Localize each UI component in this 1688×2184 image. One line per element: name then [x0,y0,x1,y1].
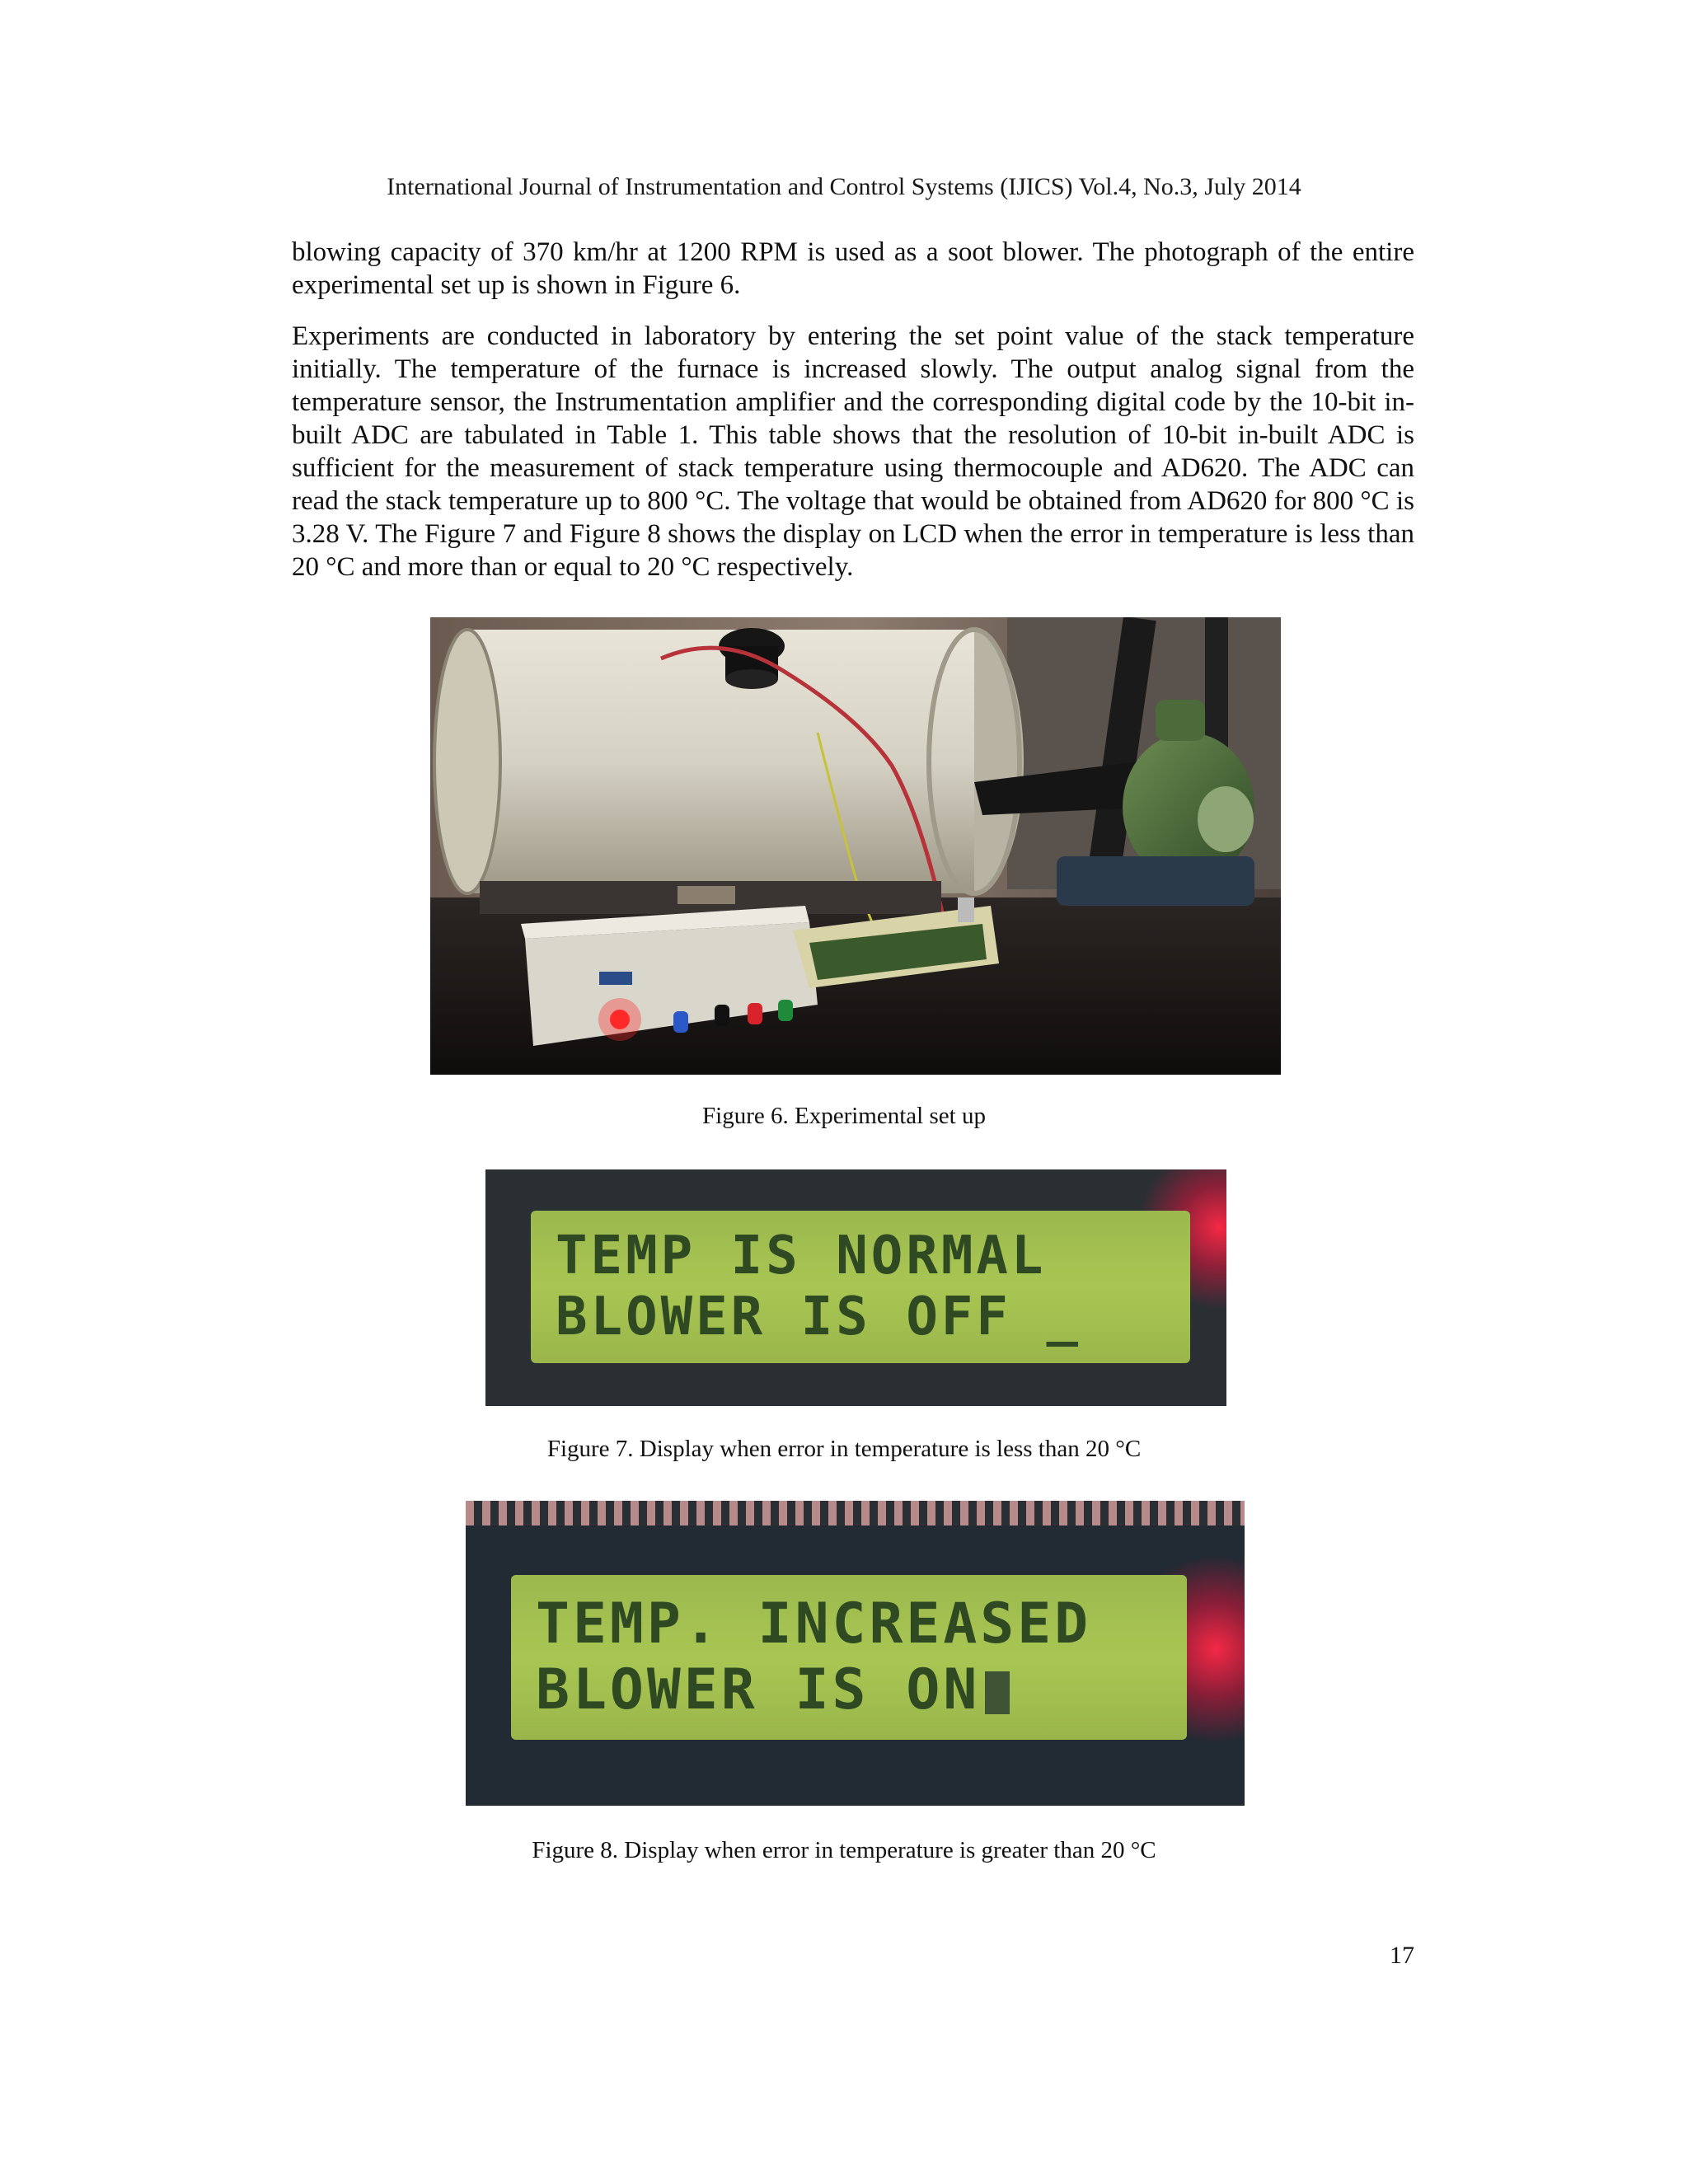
lcd-line-2: BLOWER IS OFF _ [556,1286,1081,1347]
lcd-header-pins [466,1501,1245,1526]
figure-6-photo [430,617,1281,1075]
figure-6-caption: Figure 6. Experimental set up [702,1103,986,1129]
cursor-block-icon [985,1671,1010,1714]
figure-7-lcd-photo [485,1169,1226,1406]
experimental-setup-illustration [430,617,1281,1075]
figure-8-caption: Figure 8. Display when error in temperature is greater than 20 °C [532,1837,1156,1863]
lcd-screen [531,1211,1190,1363]
lcd-line-1: TEMP IS NORMAL [556,1226,1047,1286]
figure-7-caption: Figure 7. Display when error in temperature is less than 20 °C [546,1436,1142,1462]
lcd-line-2 [536,1657,1010,1722]
figure-8-lcd-photo [466,1501,1245,1806]
paragraph-2: Experiments are conducted in laboratory by entering the set point value of the stack temperature initially. The temperature of the furnace is increased slowly. The output analog signal from the temperature sensor, the Instrumentation amplifier and the corresponding digital code by the 10-bit in-built ADC are tabulated in Table 1. This table shows that the resolution of 10-bit in-built ADC is sufficient for the measurement of stack temperature using thermocouple and AD620. The ADC can read the stack temperature up to 800 °C. The voltage that would be obtained from AD620 for 800 °C is 3.28 V. The Figure 7 and Figure 8 shows the display on LCD when the error in temperature is less than 20 °C and more than or equal to 20 °C respectively. [292,321,1414,582]
lcd-line-1: TEMP. INCREASED [536,1591,1092,1657]
paragraph-1: blowing capacity of 370 km/hr at 1200 RPM is used as a soot blower. The photograph of the entire experimental set up is shown in Figure 6. [292,237,1414,300]
running-header: International Journal of Instrumentation and Control Systems (IJICS) Vol.4, No.3, July 2014 [387,173,1301,200]
page-number: 17 [1390,1942,1414,1969]
lcd-line-2-text: BLOWER IS ON [536,1657,981,1722]
lcd-screen [511,1575,1187,1740]
